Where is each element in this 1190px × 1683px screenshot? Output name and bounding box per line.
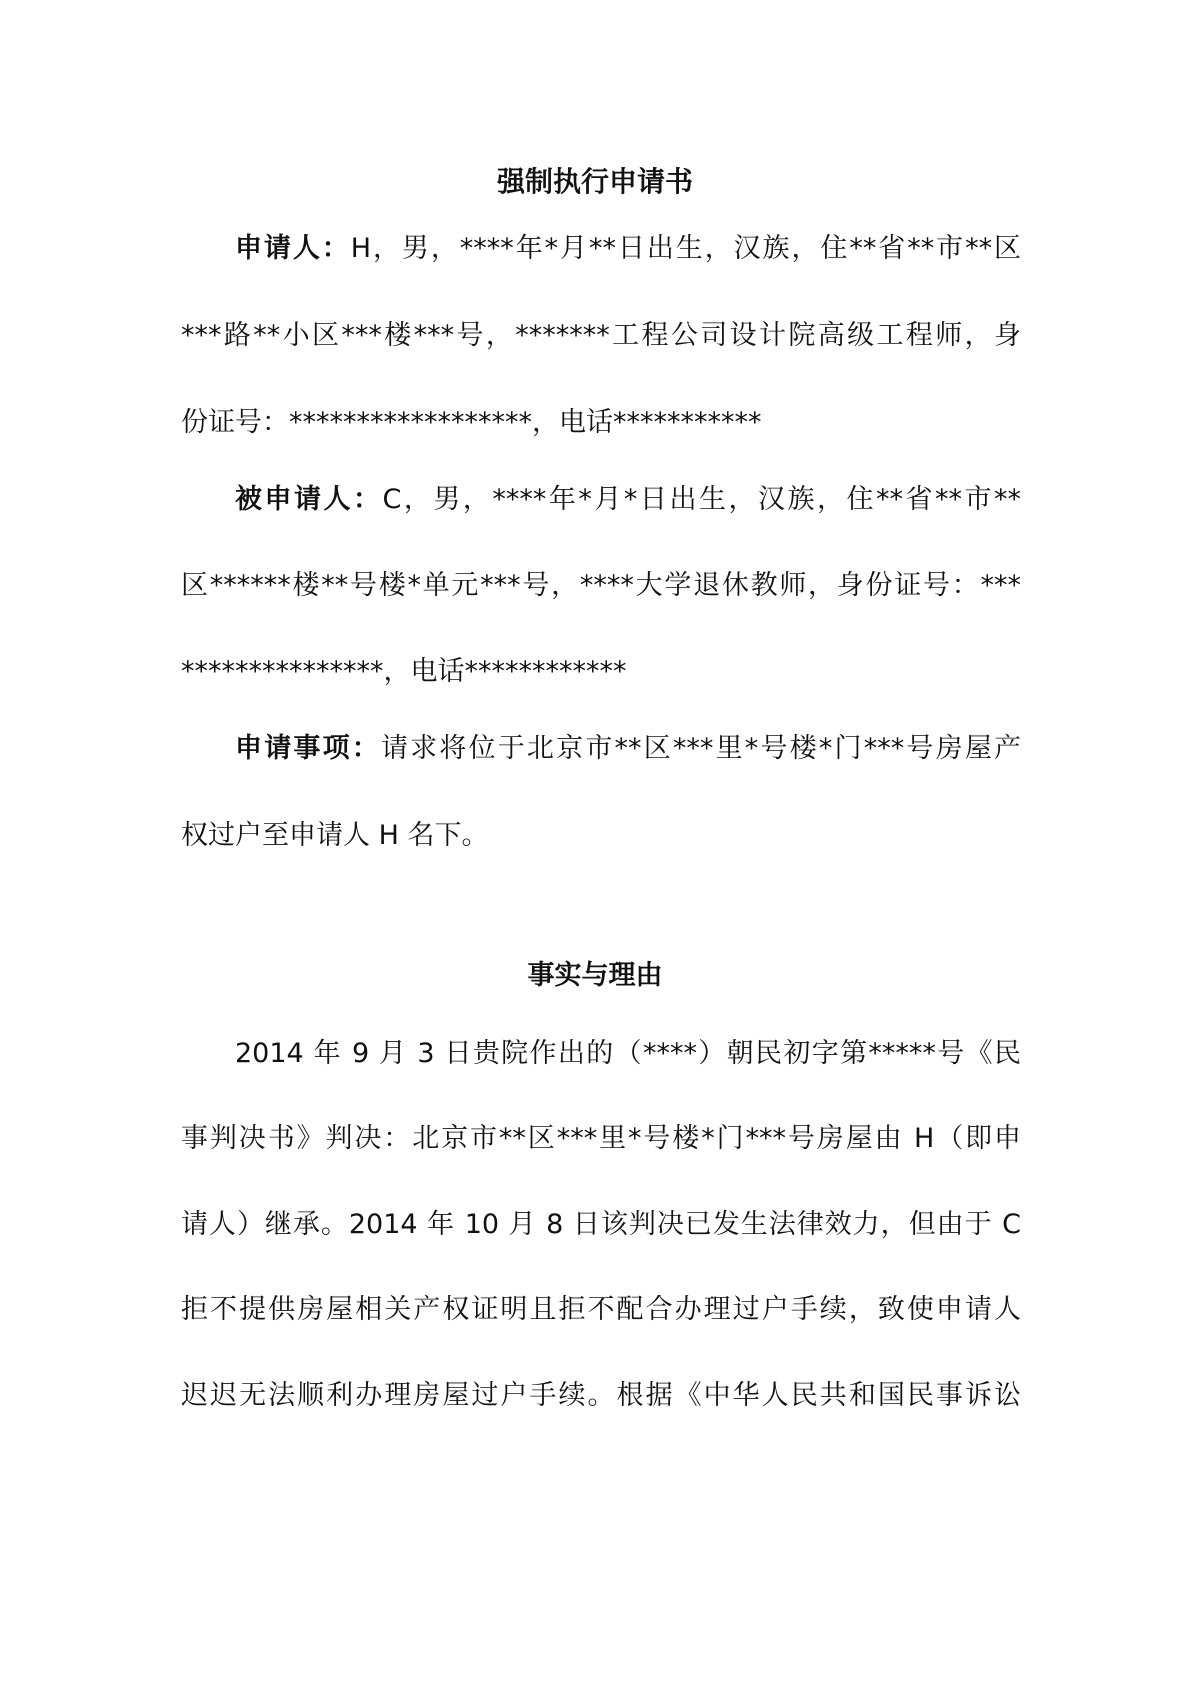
respondent-label: 被申请人：: [235, 484, 383, 515]
respondent-line-1: [235, 482, 1021, 518]
request-label: 申请事项：: [235, 733, 381, 764]
facts-line-1: 2014 年 9 月 3 日贵院作出的（****）朝民初字第*****号《民: [235, 1038, 1021, 1069]
facts-heading: 事实与理由: [527, 960, 663, 991]
applicant-line-2: ***路**小区***楼***号，*******工程公司设计院高级工程师，身: [181, 320, 1021, 351]
facts-line-4: 拒不提供房屋相关产权证明且拒不配合办理过户手续，致使申请人: [181, 1294, 1021, 1325]
applicant-line-3: 份证号：******************，电话***********: [181, 407, 762, 438]
document-title: 强制执行申请书: [496, 165, 693, 198]
applicant-line-1: [235, 231, 1021, 267]
request-line-2: 权过户至申请人 H 名下。: [181, 820, 489, 851]
facts-line-3: 请人）继承。2014 年 10 月 8 日该判决已发生法律效力，但由于 C: [181, 1209, 1021, 1240]
facts-line-2: 事判决书》判决：北京市**区***里*号楼*门***号房屋由 H（即申: [181, 1123, 1021, 1154]
respondent-line-2: 区******楼**号楼*单元***号，****大学退休教师，身份证号：***: [181, 570, 1021, 601]
applicant-text-1: H，男，****年*月**日出生，汉族，住**省**市**区: [350, 233, 1021, 264]
applicant-label: 申请人：: [235, 233, 351, 264]
request-text-1: 请求将位于北京市**区***里*号楼*门***号房屋产: [380, 733, 1021, 764]
request-line-1: [235, 731, 1021, 767]
facts-line-5: 迟迟无法顺利办理房屋过户手续。根据《中华人民共和国民事诉讼: [181, 1380, 1021, 1411]
respondent-text-1: C，男，****年*月*日出生，汉族，住**省**市**: [382, 484, 1021, 515]
respondent-line-3: ***************，电话************: [181, 656, 627, 687]
